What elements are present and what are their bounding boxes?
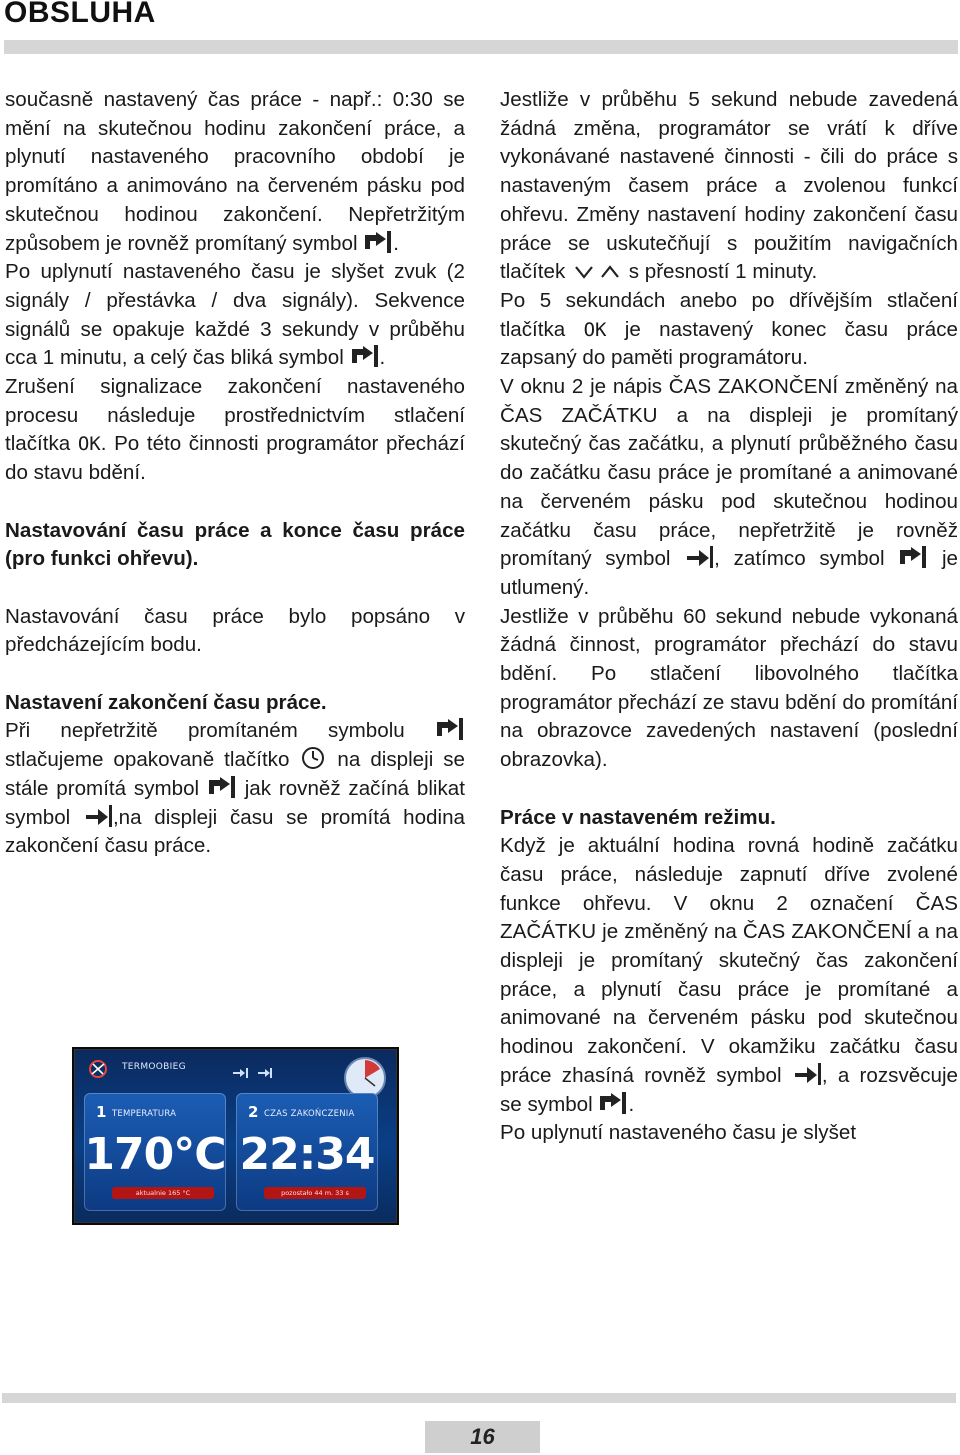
- window-title: TEMPERATURA: [112, 1109, 177, 1119]
- text: .: [393, 231, 400, 255]
- paragraph: [500, 86, 958, 287]
- paragraph: [5, 373, 465, 488]
- display-window-2: [236, 1093, 378, 1211]
- text: V oknu 2 je nápis ČAS ZAKONČENÍ změněný na ČAS ZAČÁTKU a na displeji je promítaný skutečný čas začátku, a plynutí průběžného času do začátku času práce je promítané a animované na červeném pásku pod skutečnou hodinou začátku času práce, nepřetržitě je rovněž promítaný symbol: [500, 375, 958, 571]
- paragraph: Nastavování času práce bylo popsáno v předcházejícím bodu.: [5, 604, 465, 657]
- paragraph: [5, 717, 465, 861]
- paragraph: [500, 287, 958, 373]
- fan-logo-icon: [86, 1059, 110, 1079]
- subheading: Nastavování času práce a konce času práce (pro funkci ohřevu).: [5, 518, 465, 571]
- arrow-to-bar-icon: [351, 345, 379, 367]
- header-rule: [4, 40, 958, 54]
- text: , a rozsvěcuje se symbol: [500, 1063, 958, 1116]
- text: Po uplynutí nastaveného času je slyšet zvuk (2 signály / přestávka / dva signály). Sekvence signálů se opakuje každé 3 sekundy v průběhu cca 1 minutu, a celý čas bliká symbol: [5, 260, 465, 370]
- text: Po 5 sekundách anebo po dřívějším stlačení tlačítka: [500, 288, 958, 341]
- page-number: 16: [425, 1421, 540, 1453]
- window-number: 2: [248, 1103, 259, 1121]
- display-window-1: [84, 1093, 226, 1211]
- chevron-up-icon: [599, 260, 621, 276]
- ok-button-label: OK: [77, 433, 101, 456]
- text: Jestliže v průběhu 5 sekund nebude zavedená žádná změna, programátor se vrátí k dříve vykonávané nastavené činnosti - čili do práce s nastaveným časem práce a zvolenou funkcí ohřevu. Změny nastavení hodiny zakončení času práce se uskutečňují s použitím navigačních tlačítek: [500, 88, 958, 284]
- arrow-to-bar-icon: [208, 776, 236, 798]
- text: je utlumený.: [500, 547, 958, 599]
- status-icons: [232, 1067, 272, 1079]
- left-column: [5, 86, 465, 861]
- paragraph: [500, 832, 958, 1119]
- footer-rule: [2, 1393, 956, 1403]
- arrow-to-bar-icon: [899, 546, 927, 568]
- arrow-to-bar-icon: [84, 805, 112, 827]
- arrow-to-bar-icon: [436, 718, 464, 740]
- paragraph: Po uplynutí nastaveného času je slyšet: [500, 1121, 857, 1145]
- right-column: [500, 86, 958, 1148]
- ok-button-label: OK: [583, 318, 607, 341]
- text: ,na displeji času se promítá hodina zakončení času práce.: [5, 805, 465, 858]
- text: je nastavený konec času práce zapsaný do paměti programátoru.: [500, 317, 958, 370]
- text: .: [379, 346, 386, 370]
- text: Při nepřetržitě promítaném symbolu: [5, 719, 405, 743]
- chevron-down-icon: [573, 260, 595, 276]
- text: s přesností 1 minuty.: [628, 260, 818, 284]
- subheading: Práce v nastaveném režimu.: [500, 805, 776, 829]
- text: .: [628, 1092, 635, 1116]
- window-title: CZAS ZAKOŃCZENIA: [264, 1109, 355, 1119]
- progress-strip: aktualnie 165 °C: [112, 1187, 214, 1199]
- text: , zatímco symbol: [714, 547, 885, 571]
- section-title: OBSLUHA: [4, 0, 156, 29]
- arrow-to-bar-icon: [685, 546, 713, 568]
- text: stlačujeme opakovaně tlačítko: [5, 748, 290, 772]
- clock-icon: [301, 746, 325, 770]
- oven-display-image: [72, 1047, 399, 1225]
- text: na displeji se stále promítá symbol: [5, 748, 466, 800]
- paragraph: [5, 258, 465, 373]
- paragraph: [5, 86, 465, 258]
- arrow-to-bar-icon: [599, 1092, 627, 1114]
- temperature-value: 170°C: [84, 1129, 226, 1180]
- paragraph: Jestliže v průběhu 60 sekund nebude vykonaná žádná činnost, programátor přechází do stavu bdění. Po stlačení libovolného tlačítka programátor přechází ze stavu bdění do promítání na obrazovce zavedených nastavení (poslední obrazovka).: [500, 604, 958, 772]
- text: Když je aktuální hodina rovná hodině začátku času práce, následuje zapnutí dříve zvolené funkce ohřevu. V oknu 2 označení ČAS ZAČÁTKU je změněný na ČAS ZAKONČENÍ a na displeji je promítaný skutečný čas zakončení práce, a plynutí času práce je promítané a animované na červeném pásku pod skutečnou hodinou zakončení. V okamžiku začátku času práce zhasíná rovněž symbol: [500, 834, 958, 1087]
- text: současně nastavený čas práce - např.: 0:30 se mění na skutečnou hodinu zakončení práce, a plynutí nastaveného pracovního období je promítáno a animováno na červeném pásku pod skutečnou hodinou zakončení. Nepřetržitým způsobem je rovněž promítaný symbol: [5, 88, 465, 255]
- text: Zrušení signalizace zakončení nastaveného procesu následuje prostřednictvím stlačení tlačítka: [5, 375, 465, 456]
- arrow-to-bar-icon: [793, 1063, 821, 1085]
- arrow-to-bar-icon: [364, 231, 392, 253]
- program-name: TERMOOBIEG: [122, 1062, 186, 1072]
- progress-strip: pozostało 44 m. 33 s: [264, 1187, 366, 1199]
- window-number: 1: [96, 1103, 107, 1121]
- paragraph: [500, 373, 958, 603]
- text: . Po této činnosti programátor přechází do stavu bdění.: [5, 432, 465, 485]
- text: jak rovněž začíná blikat symbol: [5, 776, 465, 829]
- subheading: Nastavení zakončení času práce.: [5, 690, 327, 714]
- time-value: 22:34: [239, 1129, 375, 1180]
